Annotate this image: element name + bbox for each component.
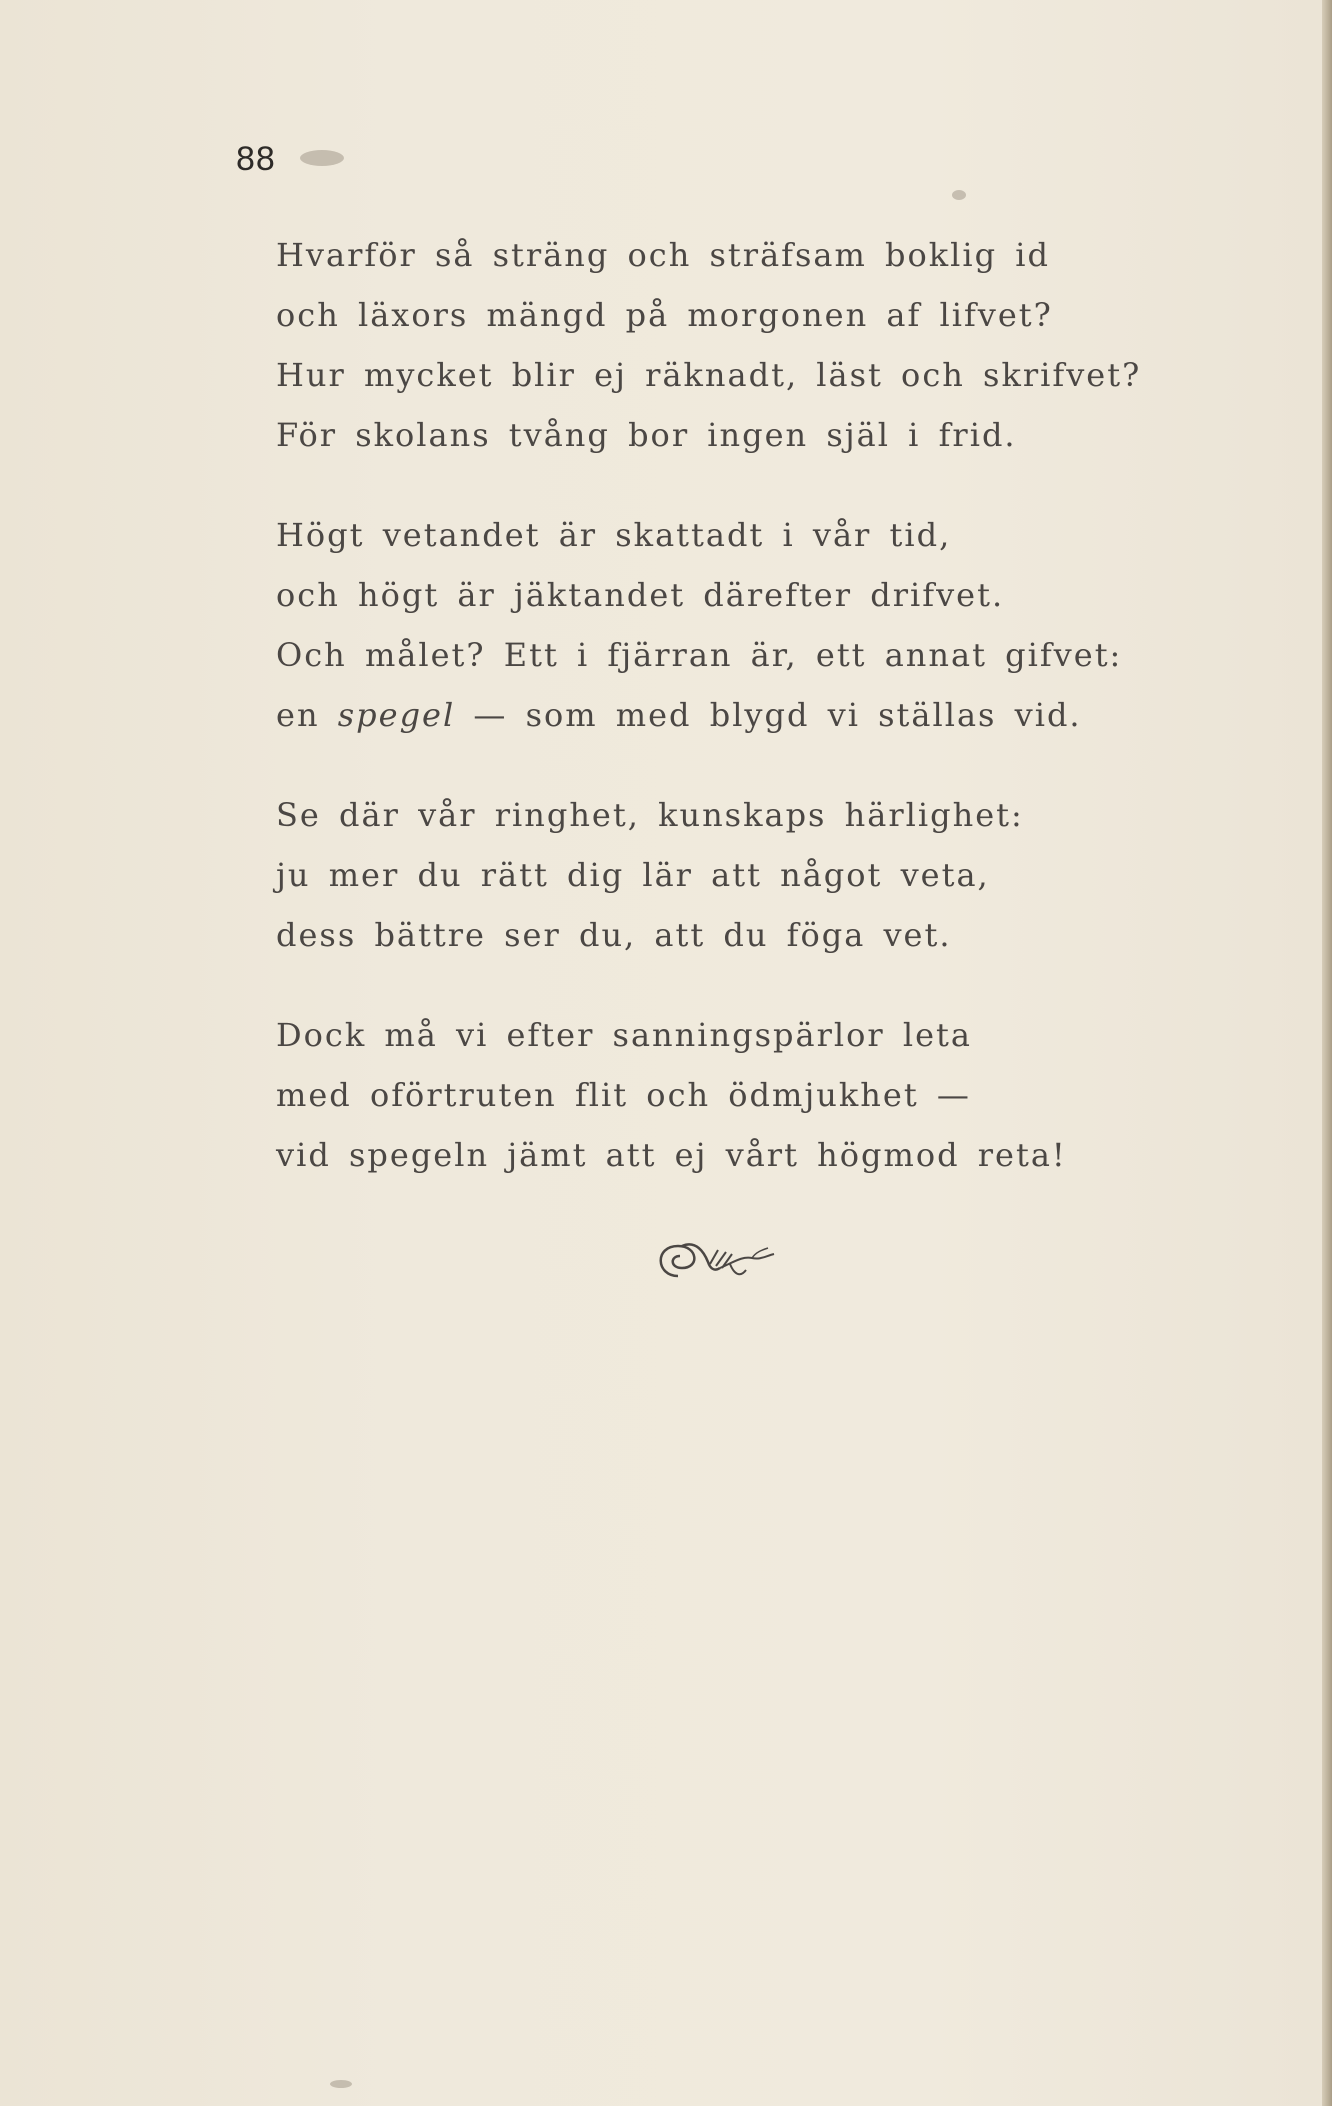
poem [276,225,1236,1225]
page-number: 88 [236,140,276,178]
poem-line: dess bättre ser du, att du föga vet. [276,916,952,954]
poem-line: Och målet? Ett i fjärran är, ett annat gifvet: [276,636,1123,674]
poem-line: Dock må vi efter sanningspärlor leta [276,1016,972,1054]
line-text: en [276,696,338,734]
print-speck [300,150,344,166]
poem-line: Se där vår ringhet, kunskaps härlighet: [276,796,1024,834]
poem-line: med oförtruten flit och ödmjukhet — [276,1076,971,1114]
stanza-1 [276,225,1236,465]
poem-line: och högt är jäktandet därefter drifvet. [276,576,1005,614]
print-speck [330,2080,352,2088]
poem-line: och läxors mängd på morgonen af lifvet? [276,296,1053,334]
poem-line-mixed [276,685,1236,745]
poem-line: För skolans tvång bor ingen själ i frid. [276,416,1017,454]
stanza-4 [276,1005,1236,1185]
poem-line: vid spegeln jämt att ej vårt högmod reta! [276,1136,1067,1174]
poem-line: Högt vetandet är skattadt i vår tid, [276,516,952,554]
stanza-3 [276,785,1236,965]
page-edge [1322,0,1332,2106]
poem-line: Hur mycket blir ej räknadt, läst och skrifvet? [276,356,1142,394]
italic-word: spegel [337,696,456,734]
line-text: — som med blygd vi ställas vid. [455,696,1082,734]
print-speck [952,190,966,200]
stanza-2 [276,505,1236,745]
poem-line: Hvarför så sträng och sträfsam boklig id [276,236,1050,274]
poem-line: ju mer du rätt dig lär att något veta, [276,856,990,894]
decorative-flourish-icon [648,1232,788,1288]
